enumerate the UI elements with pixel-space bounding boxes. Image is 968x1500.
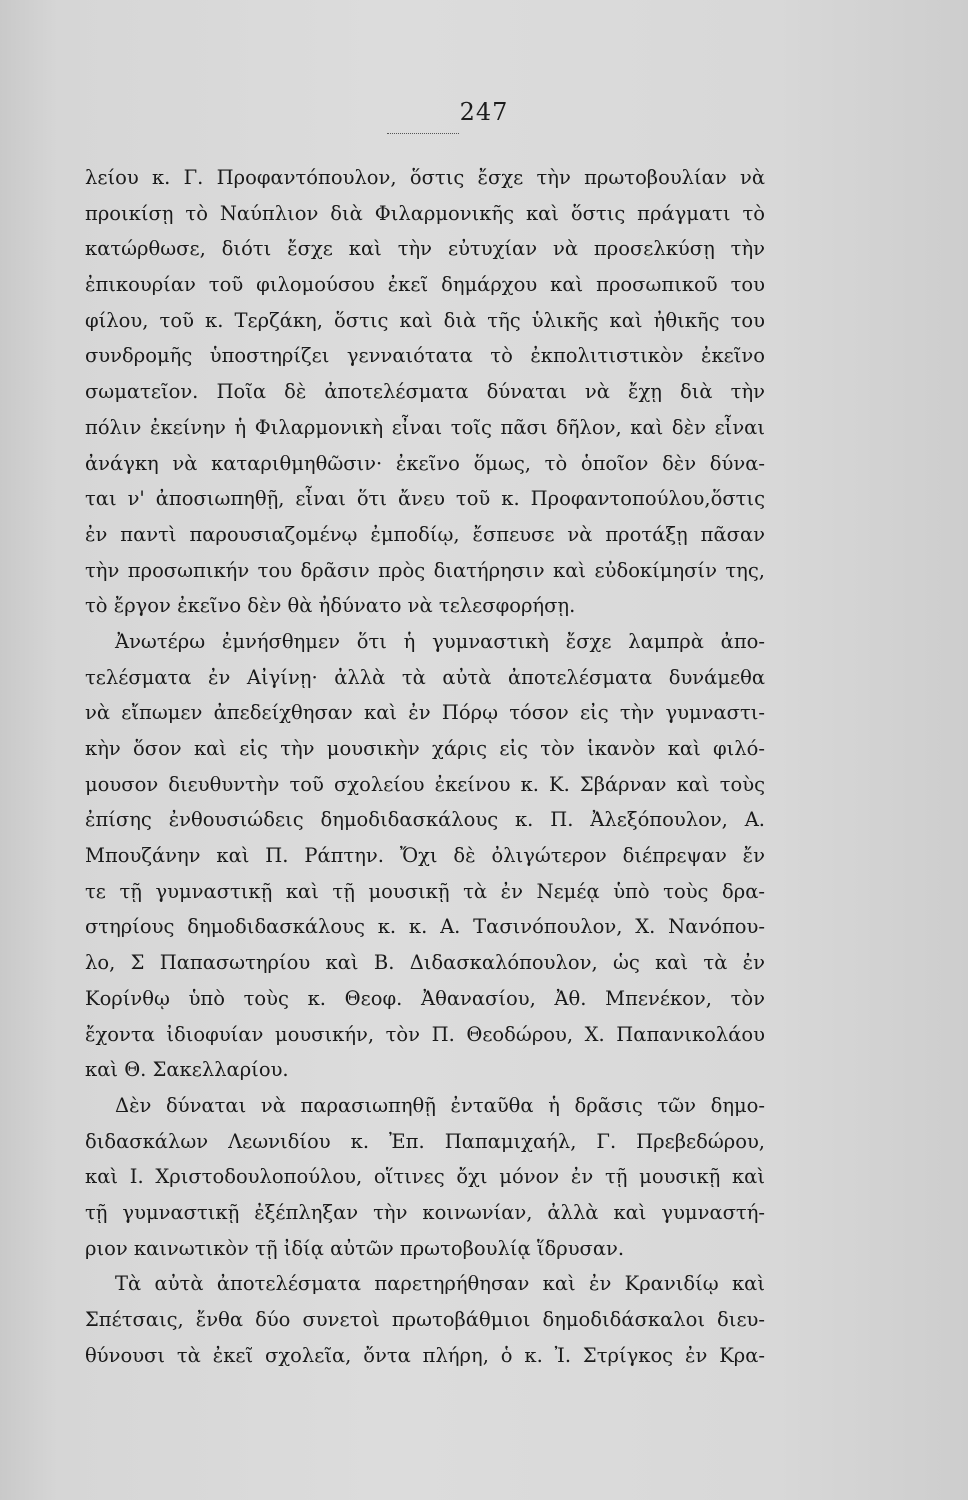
text-line: Ἀνωτέρω ἐμνήσθημεν ὅτι ἡ γυμναστικὴ ἔσχε λαμπρὰ ἀπο- — [115, 629, 765, 653]
text-line: λο, Σ Παπασωτηρίου καὶ Β. Διδασκαλόπουλον, ὡς καὶ τὰ ἐν — [85, 951, 765, 975]
text-line: Τὰ αὐτὰ ἀποτελέσματα παρετηρήθησαν καὶ ἐν Κρανιδίῳ καὶ — [115, 1272, 765, 1296]
text-line: φίλου, τοῦ κ. Τερζάκη, ὅστις καὶ διὰ τῆς ὑλικῆς καὶ ἠθικῆς του — [85, 308, 765, 332]
text-line: τε τῇ γυμναστικῇ καὶ τῇ μουσικῇ τὰ ἐν Νεμέᾳ ὑπὸ τοὺς δρα- — [85, 879, 765, 903]
text-line: τὴν προσωπικήν του δρᾶσιν πρὸς διατήρησιν καὶ εὐδοκίμησίν της, — [85, 558, 765, 582]
text-line: ἐπικουρίαν τοῦ φιλομούσου ἐκεῖ δημάρχου καὶ προσωπικοῦ του — [85, 273, 765, 297]
text-line: ἐν παντὶ παρουσιαζομένῳ ἐμποδίῳ, ἔσπευσε νὰ προτάξῃ πᾶσαν — [85, 522, 765, 546]
text-line: ριον καινωτικὸν τῇ ἰδίᾳ αὐτῶν πρωτοβουλίᾳ ἵδρυσαν. — [85, 1236, 625, 1260]
text-line: ἔχοντα ἰδιοφυίαν μουσικήν, τὸν Π. Θεοδώρου, Χ. Παπανικολάου — [85, 1022, 765, 1046]
text-line: σωματεῖον. Ποῖα δὲ ἀποτελέσματα δύναται νὰ ἔχῃ διὰ τὴν — [85, 380, 765, 404]
text-line: μουσον διευθυντὴν τοῦ σχολείου ἐκείνου κ. Κ. Σβάρναν καὶ τοὺς — [85, 772, 765, 796]
text-line: Μπουζάνην καὶ Π. Ράπτην. Ὄχι δὲ ὀλιγώτερον διέπρεψαν ἔν — [85, 844, 765, 868]
text-line: πόλιν ἐκείνην ἡ Φιλαρμονικὴ εἶναι τοῖς πᾶσι δῆλον, καὶ δὲν εἶναι — [85, 415, 765, 439]
page-number-underline — [387, 133, 459, 134]
text-line: τελέσματα ἐν Αἰγίνῃ· ἀλλὰ τὰ αὐτὰ ἀποτελέσματα δυνάμεθα — [85, 665, 765, 689]
text-line: Δὲν δύναται νὰ παρασιωπηθῇ ἐνταῦθα ἡ δρᾶσις τῶν δημο- — [115, 1093, 765, 1117]
body-text — [85, 160, 765, 1373]
text-line: προικίσῃ τὸ Ναύπλιον διὰ Φιλαρμονικῆς καὶ ὅστις πράγματι τὸ — [85, 201, 765, 225]
text-line: τῇ γυμναστικῇ ἐξέπληξαν τὴν κοινωνίαν, ἀλλὰ καὶ γυμναστή- — [85, 1200, 765, 1224]
text-line: νὰ εἴπωμεν ἀπεδείχθησαν καὶ ἐν Πόρῳ τόσον εἰς τὴν γυμναστι- — [85, 701, 765, 725]
text-line: διδασκάλων Λεωνιδίου κ. Ἐπ. Παπαμιχαήλ, Γ. Πρεβεδώρου, — [85, 1129, 765, 1153]
text-line: καὶ Θ. Σακελλαρίου. — [85, 1058, 289, 1082]
text-line: ἀνάγκη νὰ καταριθμηθῶσιν· ἐκεῖνο ὅμως, τὸ ὁποῖον δὲν δύνα- — [85, 451, 765, 475]
text-line: Κορίνθῳ ὑπὸ τοὺς κ. Θεοφ. Ἀθανασίου, Ἀθ. Μπενέκον, τὸν — [85, 986, 765, 1010]
text-line: ται ν' ἀποσιωπηθῇ, εἶναι ὅτι ἄνευ τοῦ κ. Προφαντοπούλου,ὅστις — [85, 487, 765, 511]
text-line: κατώρθωσε, διότι ἔσχε καὶ τὴν εὐτυχίαν νὰ προσελκύσῃ τὴν — [85, 237, 765, 261]
text-line: στηρίους δημοδιδασκάλους κ. κ. Α. Τασινόπουλον, Χ. Νανόπου- — [85, 915, 765, 939]
text-line: συνδρομῆς ὑποστηρίζει γενναιότατα τὸ ἐκπολιτιστικὸν ἐκεῖνο — [85, 344, 765, 368]
text-line: κὴν ὅσον καὶ εἰς τὴν μουσικὴν χάρις εἰς τὸν ἱκανὸν καὶ φιλό- — [85, 737, 765, 760]
text-line: καὶ Ι. Χριστοδουλοπούλου, οἵτινες ὄχι μόνον ἐν τῇ μουσικῇ καὶ — [85, 1165, 765, 1189]
text-line: θύνουσι τὰ ἐκεῖ σχολεῖα, ὄντα πλήρη, ὁ κ. Ἰ. Στρίγκος ἐν Κρα- — [85, 1343, 765, 1367]
text-line: Σπέτσαις, ἔνθα δύο συνετοὶ πρωτοβάθμιοι δημοδιδάσκαλοι διευ- — [85, 1308, 765, 1331]
text-line: τὸ ἔργον ἐκεῖνο δὲν θὰ ἠδύνατο νὰ τελεσφορήσῃ. — [85, 594, 576, 618]
text-line: λείου κ. Γ. Προφαντόπουλον, ὅστις ἔσχε τὴν πρωτοβουλίαν νὰ — [85, 166, 765, 189]
page-number: 247 — [459, 98, 509, 126]
text-line: ἐπίσης ἐνθουσιώδεις δημοδιδασκάλους κ. Π. Ἀλεξόπουλον, Α. — [85, 808, 765, 832]
